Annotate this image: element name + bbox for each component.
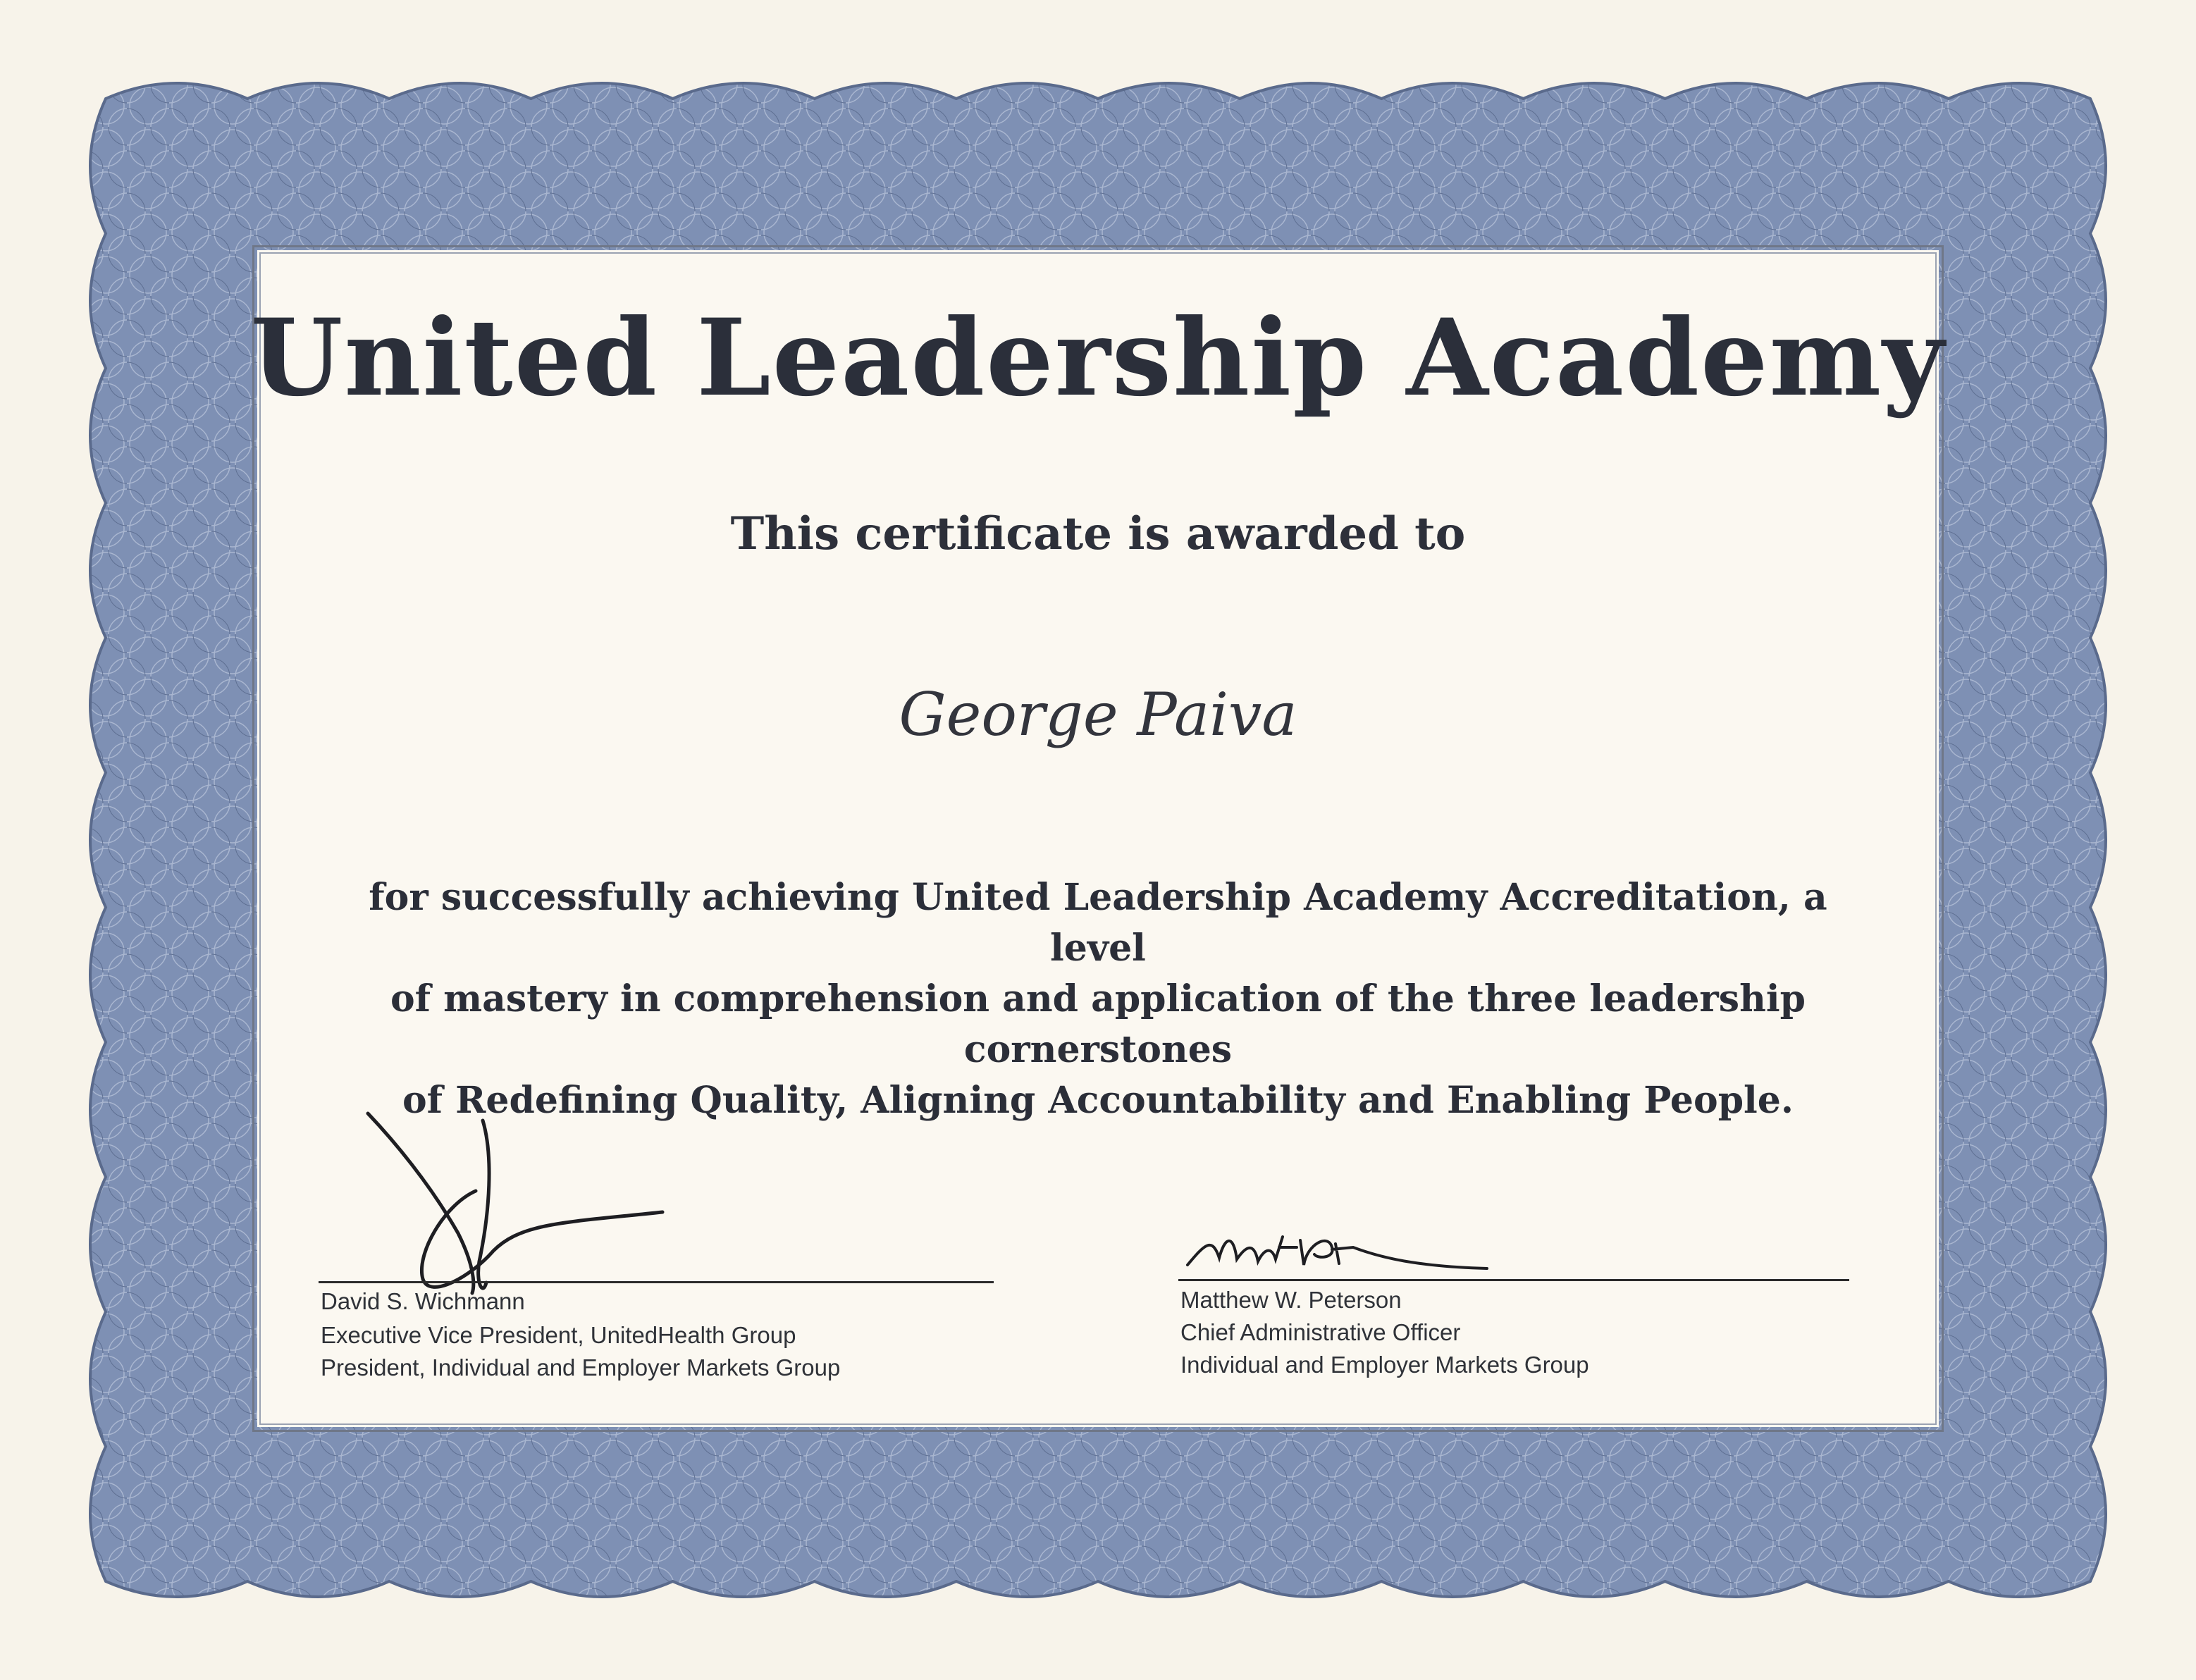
body-line-1: for successfully achieving United Leadership Academy Accreditation, a level bbox=[369, 876, 1827, 970]
certificate-body bbox=[366, 872, 1830, 1126]
signatory-name-left: David S. Wichmann bbox=[321, 1288, 525, 1314]
signature-line-left bbox=[319, 1281, 994, 1283]
signatory-name-right: Matthew W. Peterson bbox=[1180, 1287, 1402, 1313]
signatory-title-right-2: Individual and Employer Markets Group bbox=[1180, 1352, 1589, 1378]
signatory-title-right-1: Chief Administrative Officer bbox=[1180, 1319, 1461, 1345]
body-line-3: of Redefining Quality, Aligning Accountability and Enabling People. bbox=[402, 1079, 1794, 1122]
signatory-title-left-2: President, Individual and Employer Markets Group bbox=[321, 1354, 841, 1381]
awarded-to-line: This certificate is awarded to bbox=[730, 507, 1466, 560]
signature-right bbox=[1184, 1216, 1515, 1293]
signatory-title-left-1: Executive Vice President, UnitedHealth Group bbox=[321, 1322, 796, 1348]
signature-left bbox=[352, 1099, 691, 1304]
recipient-name: George Paiva bbox=[899, 680, 1297, 749]
signature-line-right bbox=[1178, 1279, 1849, 1281]
certificate-title: United Leadership Academy bbox=[250, 296, 1946, 420]
body-line-2: of mastery in comprehension and application of the three leadership cornerstones bbox=[390, 977, 1806, 1071]
